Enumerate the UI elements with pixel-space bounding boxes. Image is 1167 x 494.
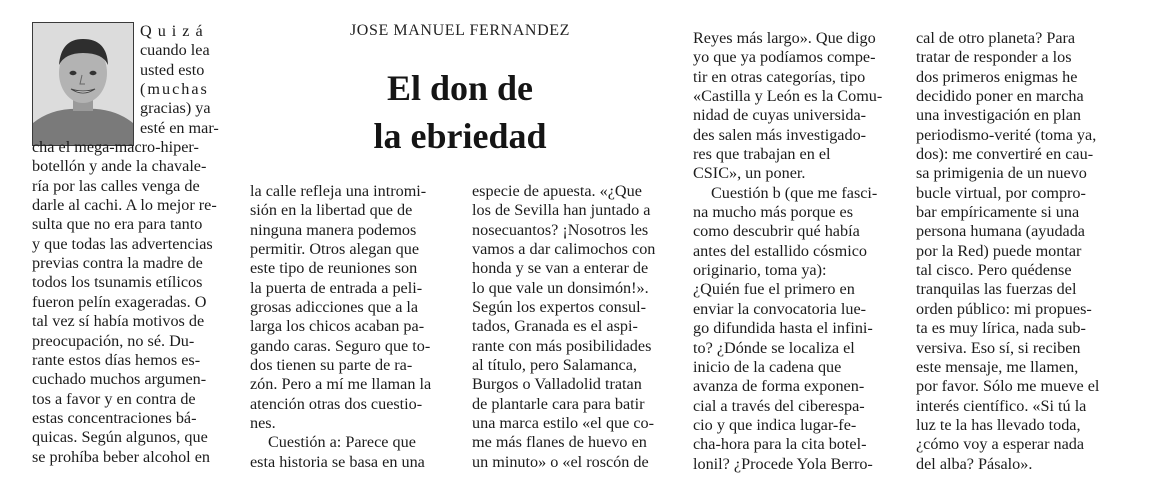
text-line: y que todas las advertencias — [32, 234, 213, 253]
text-line: todos los tsunamis etílicos — [32, 273, 203, 292]
text-line: na mucho más porque es — [693, 203, 854, 222]
text-line: se prohíba beber alcohol en — [32, 447, 210, 466]
text-line: versiva. Eso sí, si reciben — [916, 338, 1081, 357]
text-line: previas contra la madre de — [32, 254, 203, 273]
text-line: cal de otro planeta? Para — [916, 29, 1076, 47]
text-line: to? ¿Dónde se localiza el — [693, 338, 855, 357]
text-line: enviar la convocatoria lue- — [693, 299, 867, 318]
text-line: periodismo-verité (toma ya, — [916, 125, 1097, 144]
text-line: cuando lea — [140, 41, 210, 60]
text-line: por favor. Sólo me mueve el — [916, 377, 1100, 396]
text-line: nosecuantos? ¡Nosotros les — [472, 220, 649, 239]
text-line: quicas. Según algunos, que — [32, 428, 208, 447]
text-column-1 — [32, 22, 232, 467]
text-line: Según los expertos consul- — [472, 298, 646, 317]
text-line: fueron pelín exageradas. O — [32, 292, 207, 311]
text-line: preocupación, no sé. Du- — [32, 331, 195, 350]
text-line: los de Sevilla han juntado a — [472, 201, 651, 220]
text-line: sa primigenia de un nuevo — [916, 164, 1087, 183]
text-line: Reyes más largo». Que digo — [693, 29, 876, 47]
text-line: Quizá — [140, 22, 209, 40]
text-line: ta es muy lírica, nada sub- — [916, 319, 1086, 338]
text-line: ¿Quién fue el primero en — [693, 280, 855, 299]
text-line: «Castilla y León es la Comu- — [693, 87, 883, 106]
text-line: cuchado muchos argumen- — [32, 370, 207, 389]
text-column-5 — [916, 29, 1138, 474]
text-line: un minuto» o «el roscón de — [472, 452, 649, 471]
text-column-4 — [693, 29, 893, 474]
headline-line-1: El don de — [386, 68, 534, 108]
text-line: yo que ya podíamos compe- — [693, 48, 876, 67]
text-line: originario, toma ya): — [693, 261, 827, 280]
text-line: luz te la has llevado toda, — [916, 415, 1081, 434]
text-line: zón. Pero a mí me llaman la — [250, 375, 432, 394]
text-line: tranquilas las fuerzas del — [916, 280, 1077, 299]
text-line: ¿cómo voy a esperar nada — [916, 435, 1085, 454]
text-line: cio y que indica lugar-fe- — [693, 415, 857, 434]
text-line: nes. — [250, 414, 276, 433]
text-line: lo que vale un donsimón!». — [472, 278, 649, 297]
text-line: una marca estilo «el que co- — [472, 414, 655, 433]
text-line: especie de apuesta. «¿Que — [472, 182, 642, 200]
text-line: me más flanes de huevo en — [472, 433, 647, 452]
text-line: Cuestión a: Parece que — [268, 433, 416, 452]
headline-line-2: la ebriedad — [373, 116, 547, 156]
text-line: nidad de cuyas universida- — [693, 106, 867, 125]
text-line: de plantarle cara para batir — [472, 394, 645, 413]
article-headline — [250, 64, 670, 160]
text-line: usted esto — [140, 60, 205, 79]
text-line: orden público: mi propues- — [916, 299, 1092, 318]
text-line: este mensaje, me llamen, — [916, 357, 1079, 376]
text-line: inicio de la cadena que — [693, 357, 842, 376]
text-line: antes del estallido cósmico — [693, 241, 867, 260]
text-line: interés científico. «Si tú la — [916, 396, 1087, 415]
text-line: la calle refleja una intromi- — [250, 182, 427, 200]
text-line: bucle virtual, por compro- — [916, 183, 1086, 202]
text-line: avanza de forma exponen- — [693, 377, 865, 396]
text-line: dos tienen su parte de ra- — [250, 356, 413, 375]
text-line: tal vez sí había motivos de — [32, 312, 205, 331]
text-line: tados, Granada es el aspi- — [472, 317, 638, 336]
text-line: por la Red) puede montar — [916, 241, 1082, 260]
text-line: gando caras. Seguro que to- — [250, 336, 431, 355]
text-line: una investigación en plan — [916, 106, 1081, 125]
text-line: CSIC», un poner. — [693, 164, 806, 183]
text-line: lonil? ¿Procede Yola Berro- — [693, 454, 873, 473]
text-line: larga los chicos acaban pa- — [250, 317, 425, 336]
text-line: atención otras dos cuestio- — [250, 394, 423, 413]
text-line: persona humana (ayudada — [916, 222, 1085, 241]
text-line: tir en otras categorías, tipo — [693, 67, 866, 86]
text-line: esté en mar- — [140, 118, 219, 137]
text-line: bar empíricamente si una — [916, 203, 1080, 222]
text-line: cha-hora para la cita botel- — [693, 435, 867, 454]
text-line: gracias) ya — [140, 99, 211, 118]
text-line: este tipo de reuniones son — [250, 259, 418, 278]
text-line: (muchas — [140, 80, 209, 99]
text-line: dos primeros enigmas he — [916, 67, 1078, 86]
text-line: cial a través del ciberespa- — [693, 396, 865, 415]
text-line: al título, pero Salamanca, — [472, 356, 637, 375]
text-line: botellón y ande la chavale- — [32, 157, 207, 176]
text-column-2 — [250, 182, 445, 472]
text-line: rante con más posibilidades — [472, 336, 652, 355]
text-line: como descubrir qué había — [693, 222, 860, 241]
text-line: cha el mega-macro-hiper- — [32, 138, 199, 157]
text-line: grosas adicciones que a la — [250, 298, 419, 317]
text-column-3 — [472, 182, 672, 472]
text-line: sulta que no era para tanto — [32, 215, 203, 234]
text-line: permitir. Otros alegan que — [250, 240, 420, 259]
text-line: Cuestión b (que me fasci- — [711, 183, 878, 202]
text-line: des salen más investigado- — [693, 125, 867, 144]
text-line: tratar de responder a los — [916, 48, 1072, 67]
text-line: honda y se van a enterar de — [472, 259, 649, 278]
text-line: tos a favor y en contra de — [32, 389, 196, 408]
text-line: estas concentraciones bá- — [32, 408, 197, 427]
text-line: Burgos o Valladolid tratan — [472, 375, 642, 394]
text-line: decidido poner en marcha — [916, 87, 1084, 106]
text-line: ría por las calles venga de — [32, 176, 200, 195]
text-line: del alba? Pásalo». — [916, 454, 1033, 473]
text-line: tal cisco. Pero quédense — [916, 261, 1072, 280]
author-byline: JOSE MANUEL FERNANDEZ — [349, 22, 570, 39]
text-line: vamos a dar calimochos con — [472, 240, 656, 259]
text-line: rante estos días hemos es- — [32, 350, 201, 369]
text-line: darle al cachi. A lo mejor re- — [32, 196, 217, 215]
text-line: res que trabajan en el — [693, 145, 831, 164]
text-line: ninguna manera podemos — [250, 220, 417, 239]
text-line: go difundida hasta el infini- — [693, 319, 873, 338]
text-line: dos): me convertiré en cau- — [916, 145, 1094, 164]
text-line: esta historia se basa en una — [250, 452, 425, 471]
text-line: la puerta de entrada a peli- — [250, 278, 423, 297]
text-line: sión en la libertad que de — [250, 201, 413, 220]
